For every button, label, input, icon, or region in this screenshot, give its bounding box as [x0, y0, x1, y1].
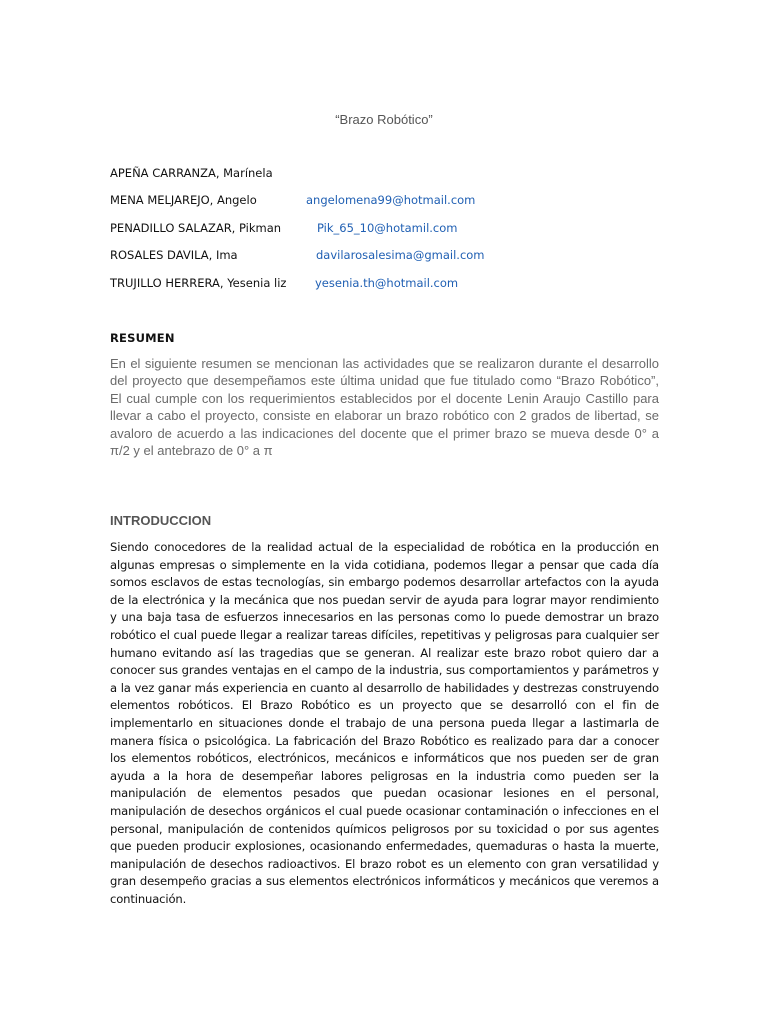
author-email-link[interactable]: davilarosalesima@gmail.com — [316, 248, 485, 262]
author-row — [110, 166, 670, 184]
resumen-paragraph: En el siguiente resumen se mencionan las actividades que se realizaron durante el desarrollo del proyecto que desempeñamos este última unidad que fue titulado como “Brazo Robótico”, El cual cumple con los requerimientos establecidos por el docente Lenin Araujo Castillo para llevar a cabo el proyecto, consiste en elaborar un brazo robótico con 2 grados de libertad, se avaloro de acuerdo a las indicaciones del docente que el primer brazo se mueva desde 0° a π/2 y el antebrazo de 0° a π — [110, 356, 659, 459]
author-row — [110, 248, 670, 266]
introduccion-paragraph: Siendo conocedores de la realidad actual de la especialidad de robótica en la producción en algunas empresas o simplemente en la vida cotidiana, podemos llegar a pensar que cada día somos esclavos de estas tecnologías, sin embargo podemos desarrollar artefactos con la ayuda de la electrónica y la mecánica que nos puedan servir de ayuda para lograr mayor rendimiento y una baja tasa de esfuerzos innecesarios en las personas como lo puede demostrar un brazo robótico el cual puede llegar a realizar tareas difíciles, repetitivas y peligrosas para cualquier ser humano evitando así las tragedias que se generan. Al realizar este brazo robot quiero dar a conocer sus grandes ventajas en el campo de la industria, sus comportamientos y parámetros y a la vez ganar más experiencia en cuanto al desarrollo de habilidades y destrezas construyendo elementos robóticos. El Brazo Robótico es un proyecto que se desarrolló con el fin de implementarlo en situaciones donde el trabajo de una persona pueda llegar a lastimarla de manera física o psicológica. La fabricación del Brazo Robótico es realizado para dar a conocer los elementos robóticos, electrónicos, mecánicos e informáticos que nos pueden ser de gran ayuda a la hora de desempeñar labores peligrosas en la industria como pueden ser la manipulación de elementos pesados que puedan ocasionar lesiones en el personal, manipulación de desechos orgánicos el cual puede ocasionar contaminación o infecciones en el personal, manipulación de contenidos químicos peligrosos por su toxicidad o por sus agentes que pueden producir explosiones, ocasionando enfermedades, quemaduras o hasta la muerte, manipulación de desechos radioactivos. El brazo robot es un elemento con gran versatilidad y gran desempeño gracias a sus elementos electrónicos informáticos y mecánicos que veremos a continuación. — [110, 540, 659, 906]
author-name: TRUJILLO HERRERA, Yesenia liz — [110, 276, 287, 290]
document-title: “Brazo Robótico” — [335, 112, 433, 127]
author-name: APEÑA CARRANZA, Marínela — [110, 166, 273, 180]
resumen-heading: RESUMEN — [110, 331, 175, 345]
author-name: ROSALES DAVILA, Ima — [110, 248, 238, 262]
author-email-link[interactable]: yesenia.th@hotmail.com — [315, 276, 459, 290]
author-row — [110, 276, 670, 294]
author-email-link[interactable]: Pik_65_10@hotamil.com — [317, 221, 458, 235]
author-row — [110, 221, 670, 239]
author-name: MENA MELJAREJO, Angelo — [110, 193, 257, 207]
author-row — [110, 193, 670, 211]
author-email-link[interactable]: angelomena99@hotmail.com — [306, 193, 476, 207]
author-name: PENADILLO SALAZAR, Pikman — [110, 221, 282, 235]
introduccion-heading: INTRODUCCION — [110, 513, 212, 528]
